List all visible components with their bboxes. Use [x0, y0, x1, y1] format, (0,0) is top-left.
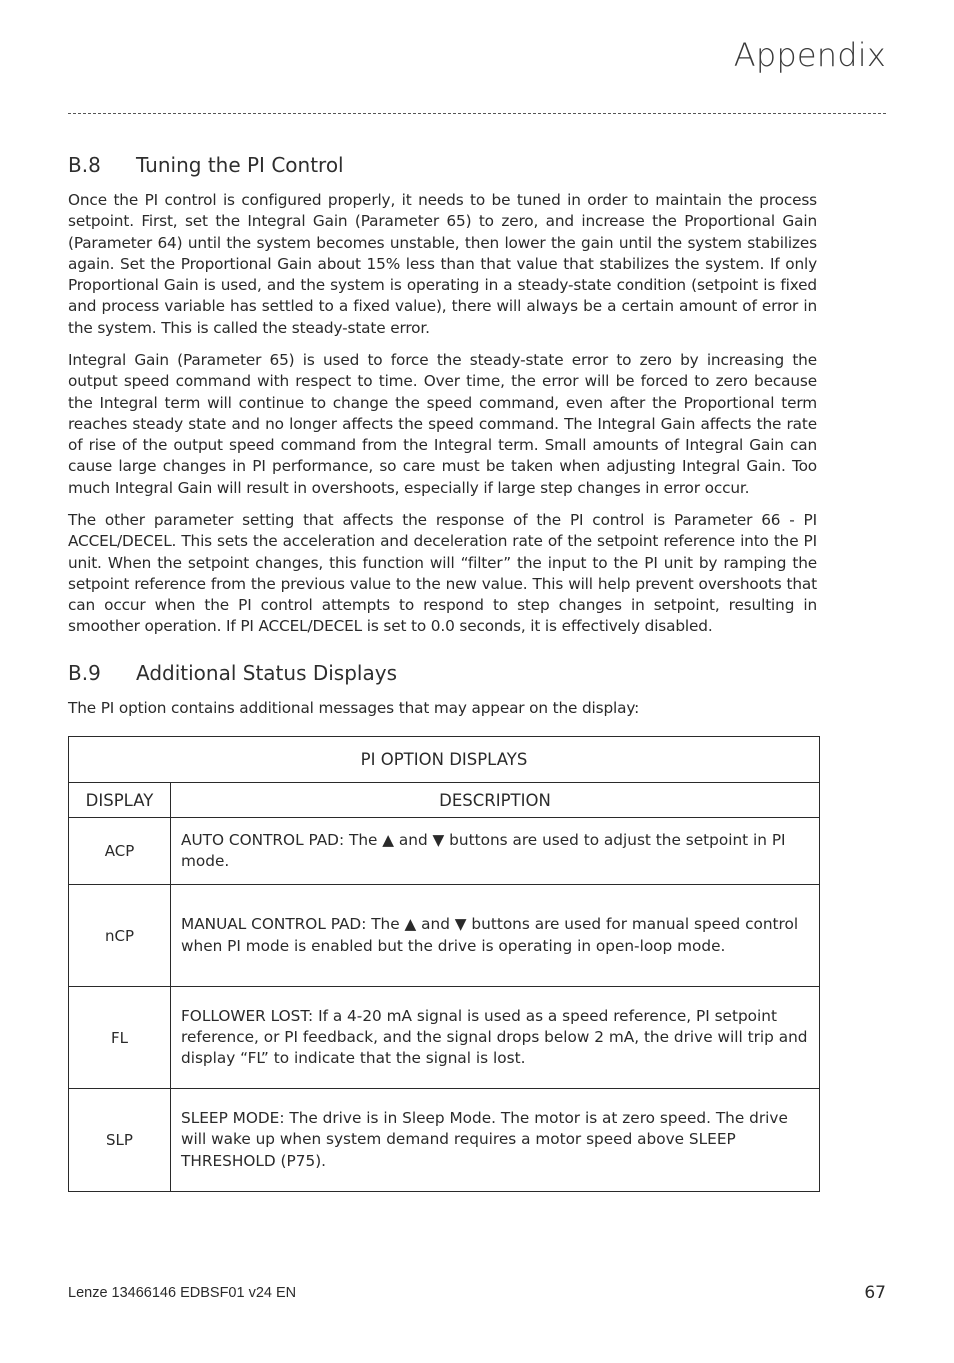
- display-code: nCP: [69, 885, 171, 987]
- table-row: [69, 885, 820, 987]
- section-title: Additional Status Displays: [136, 661, 397, 685]
- table-title: PI OPTION DISPLAYS: [69, 737, 820, 783]
- column-header-display: DISPLAY: [69, 783, 171, 818]
- b8-paragraph-3: The other parameter setting that affects the response of the PI control is Parameter 66 - PI ACCEL/DECEL. This sets the acceleration and deceleration rate of the setpoint reference into the PI unit. When the setpoint changes, this function will “filter” the input to the PI unit by ramping the setpoint reference from the previous value to the new value. This will help prevent overshoots that can occur when the PI control attempts to respond to step changes in setpoint, resulting in smoother operation. If PI ACCEL/DECEL is set to 0.0 seconds, it is effectively disabled.: [68, 511, 817, 636]
- display-code: FL: [69, 987, 171, 1089]
- section-title: Tuning the PI Control: [136, 153, 344, 177]
- section-number: B.8: [68, 153, 101, 177]
- header-divider: [68, 113, 886, 114]
- table-row: [69, 987, 820, 1089]
- display-code: ACP: [69, 818, 171, 885]
- b8-paragraph-1: Once the PI control is configured properly, it needs to be tuned in order to maintain the process setpoint. First, set the Integral Gain (Parameter 65) to zero, and increase the Proportional Gain (Parameter 64) until the system becomes unstable, then lower the gain until the system stabilizes again. Set the Proportional Gain about 15% less than that value that stabilizes the system. If only Proportional Gain is used, and the system is operating in a steady-state condition (setpoint is fixed and process variable has settled to a fixed value), there will always be a certain amount of error in the system. This is called the steady-state error.: [68, 191, 817, 337]
- section-heading-b9: [68, 661, 397, 685]
- display-code: SLP: [69, 1089, 171, 1192]
- display-description: MANUAL CONTROL PAD: The ▲ and ▼ buttons are used for manual speed control when PI mode is enabled but the drive is operating in open-loop mode.: [171, 885, 820, 987]
- display-description: FOLLOWER LOST: If a 4-20 mA signal is used as a speed reference, PI setpoint reference, or PI feedback, and the signal drops below 2 mA, the drive will trip and display “FL” to indicate that the signal is lost.: [171, 987, 820, 1089]
- section-heading-b8: [68, 153, 344, 177]
- page-header-title: Appendix: [733, 36, 886, 74]
- footer-page-number: 67: [864, 1283, 886, 1303]
- section-number: B.9: [68, 661, 101, 685]
- b9-intro: The PI option contains additional messages that may appear on the display:: [68, 699, 640, 717]
- display-description: SLEEP MODE: The drive is in Sleep Mode. The motor is at zero speed. The drive will wake up when system demand requires a motor speed above SLEEP THRESHOLD (P75).: [171, 1089, 820, 1192]
- b8-paragraph-2: Integral Gain (Parameter 65) is used to force the steady-state error to zero by increasing the output speed command with respect to time. Over time, the error will be forced to zero because the Integral term will continue to change the speed command, even after the Proportional term reaches steady state and no longer affects the speed command. The Integral Gain affects the rate of rise of the output speed command from the Integral term. Small amounts of Integral Gain can cause large changes in PI performance, so care must be taken when adjusting Integral Gain. Too much Integral Gain will result in overshoots, especially if large step changes in error occur.: [68, 351, 817, 497]
- table-row: [69, 818, 820, 885]
- pi-option-displays-table: [68, 736, 820, 1192]
- display-description: AUTO CONTROL PAD: The ▲ and ▼ buttons are used to adjust the setpoint in PI mode.: [171, 818, 820, 885]
- column-header-description: DESCRIPTION: [171, 783, 820, 818]
- table-row: [69, 1089, 820, 1192]
- footer-document-id: Lenze 13466146 EDBSF01 v24 EN: [68, 1285, 297, 1301]
